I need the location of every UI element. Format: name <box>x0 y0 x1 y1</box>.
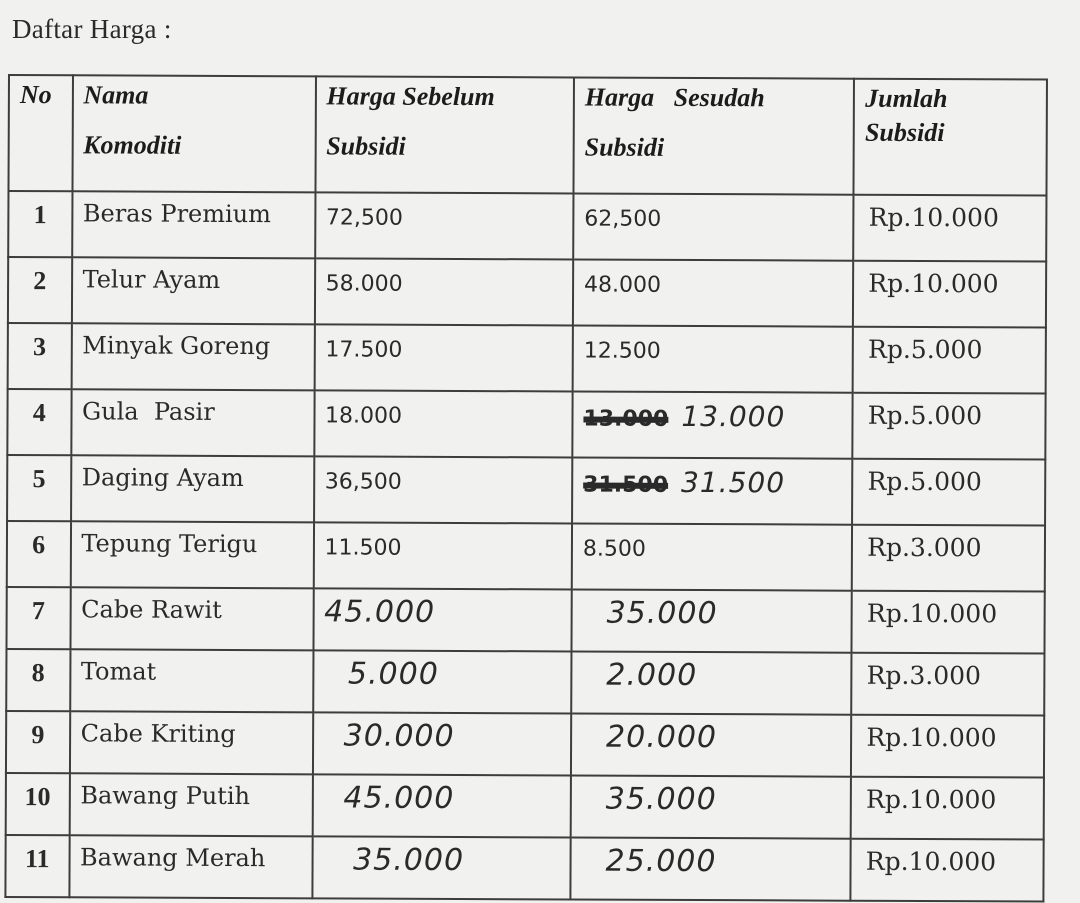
commodity-name: Telur Ayam <box>71 257 314 324</box>
price-after: 20.000 <box>571 713 852 776</box>
commodity-name: Gula Pasir <box>71 389 314 456</box>
header-no-label: No <box>19 80 52 110</box>
page-title: Daftar Harga : <box>12 14 172 44</box>
price-before: 35.000 <box>312 836 571 899</box>
price-after: 25.000 <box>570 837 851 900</box>
header-before-line2: Subsidi <box>326 131 406 161</box>
table-row <box>7 389 1045 460</box>
subsidy-amount: Rp.10.000 <box>851 777 1044 840</box>
row-no: 9 <box>6 711 70 773</box>
table-row <box>7 455 1045 526</box>
header-no <box>8 75 72 191</box>
header-after-line2: Subsidi <box>584 132 665 162</box>
table-row <box>8 191 1046 262</box>
row-no: 8 <box>6 649 70 711</box>
price-after-handwritten: 13.000 <box>681 399 786 434</box>
table-row <box>6 773 1044 840</box>
header-subsidy-line2: Subsidi <box>864 117 945 148</box>
price-after: 12.500 <box>573 325 854 392</box>
commodity-name: Bawang Merah <box>69 835 312 898</box>
subsidy-amount: Rp.10.000 <box>853 195 1046 262</box>
row-no: 2 <box>8 257 72 323</box>
subsidy-amount: Rp.5.000 <box>853 393 1046 460</box>
subsidy-amount: Rp.10.000 <box>852 591 1045 654</box>
header-before-line1: Harga Sebelum <box>326 81 495 112</box>
commodity-name: Minyak Goreng <box>71 323 314 390</box>
subsidy-amount: Rp.5.000 <box>853 327 1046 394</box>
price-after-struck: 13.000 <box>583 406 669 432</box>
header-name-line2: Komoditi <box>83 130 182 160</box>
table-row <box>8 323 1046 394</box>
row-no: 10 <box>6 773 70 835</box>
subsidy-amount: Rp.10.000 <box>853 261 1046 328</box>
price-after: 48.000 <box>573 259 854 326</box>
table-row <box>6 649 1044 716</box>
row-no: 3 <box>8 323 72 389</box>
price-before: 30.000 <box>313 712 572 775</box>
table-row <box>6 711 1044 778</box>
price-after-struck: 31.500 <box>583 472 669 498</box>
price-after: 35.000 <box>571 775 852 838</box>
commodity-name: Daging Ayam <box>71 455 314 522</box>
header-name-line1: Nama <box>83 80 149 110</box>
price-before: 18.000 <box>314 390 573 457</box>
row-no: 7 <box>6 587 70 649</box>
subsidy-amount: Rp.10.000 <box>851 839 1044 902</box>
row-no: 6 <box>7 521 71 587</box>
header-name <box>72 75 316 192</box>
table-header-row <box>8 75 1046 196</box>
price-after: 35.000 <box>571 589 852 652</box>
price-after-handwritten: 31.500 <box>681 465 786 500</box>
price-after <box>572 457 853 524</box>
price-before: 11.500 <box>313 522 572 589</box>
header-after-line1: Harga Sesudah <box>584 82 765 113</box>
commodity-name: Tepung Terigu <box>70 521 313 588</box>
subsidy-amount: Rp.10.000 <box>851 715 1044 778</box>
price-after: 2.000 <box>571 651 852 714</box>
price-after: 62,500 <box>573 193 854 260</box>
price-after: 8.500 <box>572 523 853 590</box>
header-price-after <box>573 77 854 194</box>
table-row <box>8 257 1046 328</box>
row-no: 4 <box>7 389 71 455</box>
commodity-name: Cabe Rawit <box>70 587 313 650</box>
price-table <box>4 74 1048 903</box>
price-after <box>572 391 853 458</box>
commodity-name: Beras Premium <box>72 191 315 258</box>
row-no: 5 <box>7 455 71 521</box>
commodity-name: Tomat <box>70 649 313 712</box>
price-before: 17.500 <box>314 324 573 391</box>
price-before: 58.000 <box>314 258 573 325</box>
row-no: 1 <box>8 191 72 257</box>
table-row <box>6 587 1044 654</box>
commodity-name: Bawang Putih <box>69 773 312 836</box>
price-before: 72,500 <box>315 192 574 259</box>
header-price-before <box>315 76 574 193</box>
price-before: 45.000 <box>312 774 571 837</box>
subsidy-amount: Rp.5.000 <box>852 459 1045 526</box>
subsidy-amount: Rp.3.000 <box>852 525 1045 592</box>
header-subsidy-line1: Jumlah <box>865 83 948 114</box>
header-subsidy <box>854 79 1047 196</box>
price-before: 45.000 <box>313 588 572 651</box>
subsidy-amount: Rp.3.000 <box>851 653 1044 716</box>
commodity-name: Cabe Kriting <box>69 711 312 774</box>
table-row <box>5 835 1043 902</box>
row-no: 11 <box>5 835 69 897</box>
price-before: 36,500 <box>314 456 573 523</box>
price-before: 5.000 <box>313 650 572 713</box>
table-row <box>7 521 1045 592</box>
